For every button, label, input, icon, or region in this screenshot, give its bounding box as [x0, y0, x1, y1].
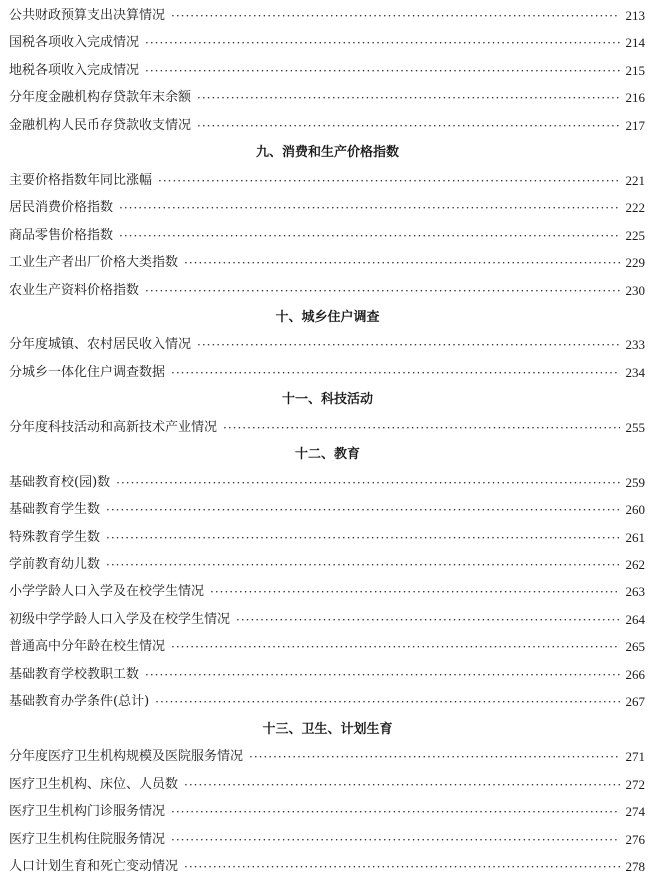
toc-entry-title: 商品零售价格指数	[9, 228, 114, 243]
toc-entry[interactable]	[9, 801, 645, 823]
toc-entry-page-number: 262	[625, 557, 645, 572]
toc-entry-title: 医疗卫生机构门诊服务情况	[9, 804, 166, 819]
dot-leader	[171, 829, 619, 851]
toc-entry-title: 分年度金融机构存贷款年末余额	[9, 90, 192, 105]
toc-entry-page-number: 263	[625, 584, 645, 599]
section-heading: 十、城乡住户调查	[275, 310, 380, 325]
toc-entry[interactable]	[9, 362, 645, 384]
toc-entry-page-number: 222	[625, 200, 645, 215]
dot-leader	[236, 609, 619, 631]
dot-leader	[249, 746, 619, 768]
toc-entry[interactable]	[9, 581, 645, 603]
dot-leader	[184, 252, 619, 274]
dot-leader	[171, 801, 619, 823]
dot-leader	[116, 472, 619, 494]
toc-entry-title: 基础教育学校教职工数	[9, 667, 140, 682]
toc-entry-title: 特殊教育学生数	[9, 530, 101, 545]
toc-entry-page-number: 259	[625, 475, 645, 490]
toc-entry[interactable]	[9, 170, 645, 192]
toc-entry-title: 基础教育校(园)数	[9, 475, 111, 490]
toc-entry[interactable]	[9, 417, 645, 439]
toc-entry-page-number: 213	[625, 8, 645, 23]
toc-entry[interactable]	[9, 829, 645, 851]
toc-entry-title: 学前教育幼儿数	[9, 557, 101, 572]
toc-entry-title: 工业生产者出厂价格大类指数	[9, 255, 179, 270]
toc-entry[interactable]	[9, 5, 645, 27]
dot-leader	[223, 417, 619, 439]
dot-leader	[145, 664, 619, 686]
toc-entry-title: 初级中学学龄人口入学及在校学生情况	[9, 612, 231, 627]
dot-leader	[119, 225, 619, 247]
toc-entry-page-number: 272	[625, 777, 645, 792]
toc-entry-page-number: 229	[625, 255, 645, 270]
toc-entry[interactable]	[9, 499, 645, 521]
toc-entry-page-number: 260	[625, 502, 645, 517]
toc-entry-title: 主要价格指数年同比涨幅	[9, 173, 153, 188]
dot-leader	[119, 197, 619, 219]
toc-entry-title: 普通高中分年龄在校生情况	[9, 639, 166, 654]
toc-entry[interactable]	[9, 664, 645, 686]
dot-leader	[106, 499, 619, 521]
toc-entry[interactable]	[9, 554, 645, 576]
toc-entry-page-number: 255	[625, 420, 645, 435]
toc-entry-title: 分年度城镇、农村居民收入情况	[9, 337, 192, 352]
section-heading: 十一、科技活动	[281, 392, 373, 407]
section-heading: 十三、卫生、计划生育	[262, 722, 393, 737]
toc-entry-page-number: 214	[625, 35, 645, 50]
toc-entry[interactable]	[9, 280, 645, 302]
toc-entry-page-number: 230	[625, 283, 645, 298]
dot-leader	[197, 334, 619, 356]
toc-entry-page-number: 265	[625, 639, 645, 654]
dot-leader	[145, 60, 619, 82]
toc-entry[interactable]	[9, 60, 645, 82]
dot-leader	[184, 856, 619, 878]
toc-entry-title: 基础教育办学条件(总计)	[9, 694, 150, 709]
dot-leader	[184, 774, 619, 796]
section-heading: 十二、教育	[294, 447, 360, 462]
toc-entry[interactable]	[9, 746, 645, 768]
toc-entry-title: 居民消费价格指数	[9, 200, 114, 215]
toc-entry-title: 基础教育学生数	[9, 502, 101, 517]
dot-leader	[106, 527, 619, 549]
toc-entry-title: 农业生产资料价格指数	[9, 283, 140, 298]
toc-entry-page-number: 215	[625, 63, 645, 78]
toc-entry[interactable]	[9, 774, 645, 796]
toc-entry[interactable]	[9, 87, 645, 109]
toc-entry[interactable]	[9, 334, 645, 356]
toc-entry-page-number: 276	[625, 832, 645, 847]
toc-entry-page-number: 233	[625, 337, 645, 352]
toc-entry-page-number: 266	[625, 667, 645, 682]
toc-entry-title: 小学学龄人口入学及在校学生情况	[9, 584, 205, 599]
section-heading: 九、消费和生产价格指数	[255, 145, 399, 160]
dot-leader	[210, 581, 619, 603]
dot-leader	[171, 362, 619, 384]
dot-leader	[197, 87, 619, 109]
toc-entry[interactable]	[9, 609, 645, 631]
toc-entry-page-number: 271	[625, 749, 645, 764]
toc-entry-page-number: 216	[625, 90, 645, 105]
dot-leader	[145, 280, 619, 302]
toc-entry-title: 金融机构人民币存贷款收支情况	[9, 118, 192, 133]
toc-entry-page-number: 225	[625, 228, 645, 243]
toc-entry[interactable]	[9, 691, 645, 713]
toc-entry-page-number: 261	[625, 530, 645, 545]
toc-entry-title: 医疗卫生机构住院服务情况	[9, 832, 166, 847]
toc-entry-title: 分年度科技活动和高新技术产业情况	[9, 420, 218, 435]
toc-entry[interactable]	[9, 225, 645, 247]
dot-leader	[197, 115, 619, 137]
toc-entry-title: 公共财政预算支出决算情况	[9, 8, 166, 23]
toc-entry-page-number: 264	[625, 612, 645, 627]
toc-entry-title: 分年度医疗卫生机构规模及医院服务情况	[9, 749, 244, 764]
dot-leader	[158, 170, 619, 192]
dot-leader	[155, 691, 619, 713]
toc-entry[interactable]	[9, 32, 645, 54]
toc-entry-title: 地税各项收入完成情况	[9, 63, 140, 78]
toc-entry[interactable]	[9, 197, 645, 219]
toc-entry[interactable]	[9, 527, 645, 549]
toc-entry[interactable]	[9, 252, 645, 274]
toc-entry-page-number: 274	[625, 804, 645, 819]
dot-leader	[171, 636, 619, 658]
toc-entry-page-number: 221	[625, 173, 645, 188]
toc-entry-page-number: 267	[625, 694, 645, 709]
toc-entry-page-number: 278	[625, 859, 645, 874]
toc-entry-title: 人口计划生育和死亡变动情况	[9, 859, 179, 874]
toc-entry[interactable]	[9, 636, 645, 658]
toc-entry-title: 国税各项收入完成情况	[9, 35, 140, 50]
dot-leader	[171, 5, 619, 27]
toc-entry[interactable]	[9, 115, 645, 137]
toc-entry-title: 分城乡一体化住户调查数据	[9, 365, 166, 380]
toc-entry[interactable]	[9, 856, 645, 878]
toc-entry[interactable]	[9, 472, 645, 494]
toc-entry-page-number: 234	[625, 365, 645, 380]
dot-leader	[145, 32, 619, 54]
dot-leader	[106, 554, 619, 576]
toc-entry-page-number: 217	[625, 118, 645, 133]
toc-entry-title: 医疗卫生机构、床位、人员数	[9, 777, 179, 792]
